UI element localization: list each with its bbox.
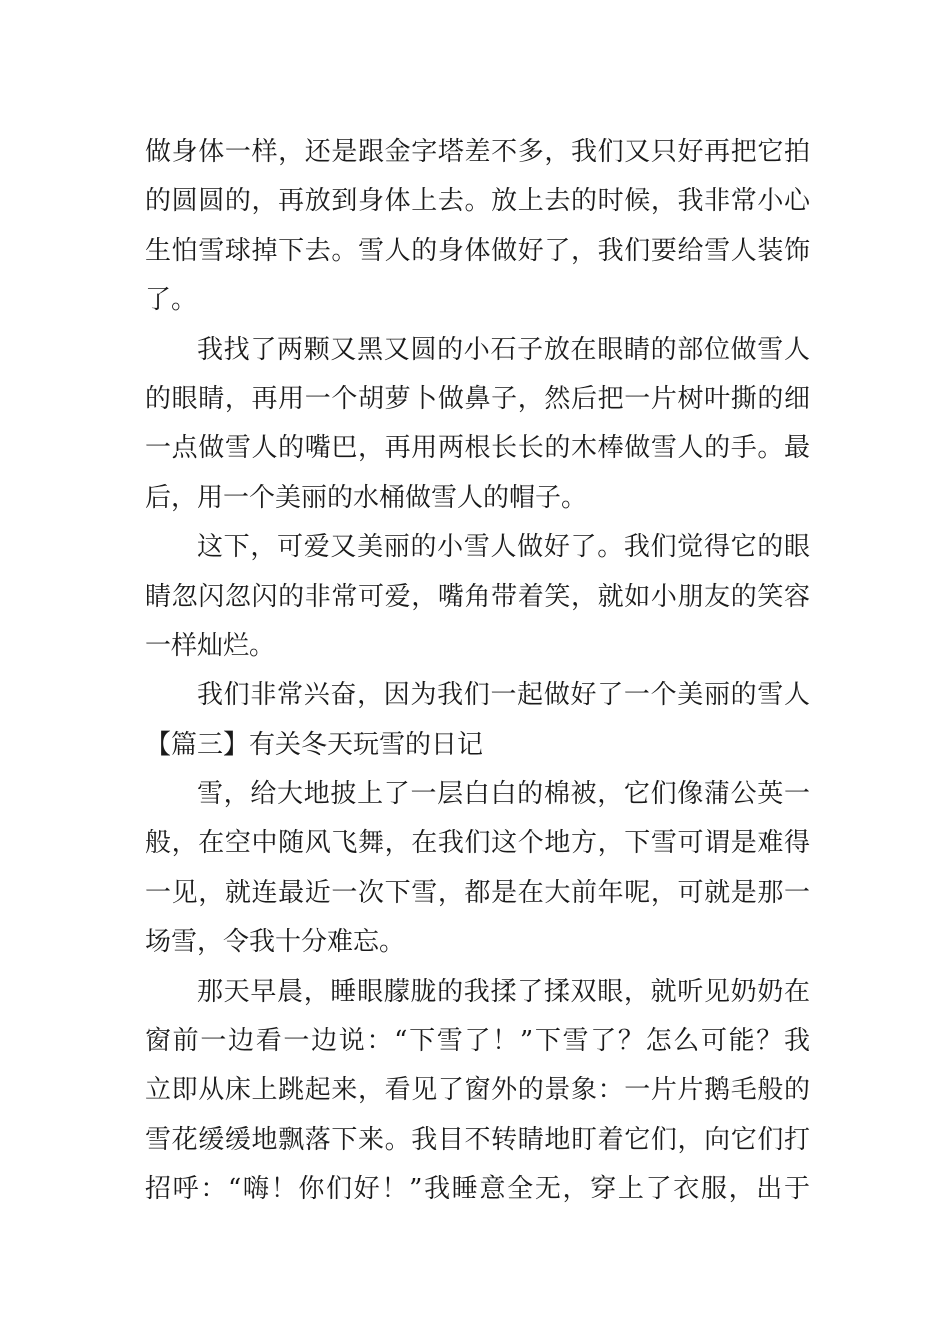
text-line: 场雪，令我十分难忘。 (145, 927, 406, 958)
text-line: 的圆圆的，再放到身体上去。放上去的时候，我非常小心 (145, 186, 810, 217)
text-line: 招呼：“嗨！你们好！”我睡意全无，穿上了衣服，出于 (145, 1174, 810, 1205)
paragraph-first-line: 这下，可爱又美丽的小雪人做好了。我们觉得它的眼 (197, 532, 810, 563)
paragraph-first-line: 我找了两颗又黑又圆的小石子放在眼睛的部位做雪人 (197, 334, 810, 365)
text-line: 窗前一边看一边说：“下雪了！”下雪了？怎么可能？我 (145, 1026, 810, 1057)
paragraph-first-line: 那天早晨，睡眼朦胧的我揉了揉双眼，就听见奶奶在 (197, 976, 810, 1007)
text-line: 雪花缓缓地飘落下来。我目不转睛地盯着它们，向它们打 (145, 1124, 810, 1155)
text-line: 的眼睛，再用一个胡萝卜做鼻子，然后把一片树叶撕的细 (145, 383, 810, 414)
text-line: 生怕雪球掉下去。雪人的身体做好了，我们要给雪人装饰 (145, 235, 810, 266)
text-line: 一样灿烂。 (145, 630, 276, 661)
text-line: 做身体一样，还是跟金字塔差不多，我们又只好再把它拍 (145, 137, 810, 167)
text-line: 立即从床上跳起来，看见了窗外的景象：一片片鹅毛般的 (145, 1075, 810, 1106)
text-line: 了。 (145, 285, 198, 316)
paragraph-first-line: 我们非常兴奋，因为我们一起做好了一个美丽的雪人 (197, 680, 810, 711)
text-line: 般，在空中随风飞舞，在我们这个地方，下雪可谓是难得 (145, 828, 810, 859)
text-line: 一见，就连最近一次下雪，都是在大前年呢，可就是那一 (145, 877, 810, 908)
text-line: 睛忽闪忽闪的非常可爱，嘴角带着笑，就如小朋友的笑容 (145, 581, 810, 612)
text-line: 一点做雪人的嘴巴，再用两根长长的木棒做雪人的手。最 (145, 433, 810, 464)
text-line: 后，用一个美丽的水桶做雪人的帽子。 (145, 482, 588, 513)
section-heading: 【篇三】有关冬天玩雪的日记 (145, 729, 484, 760)
paragraph-first-line: 雪，给大地披上了一层白白的棉被，它们像蒲公英一 (197, 779, 810, 810)
document-body (145, 128, 810, 1215)
